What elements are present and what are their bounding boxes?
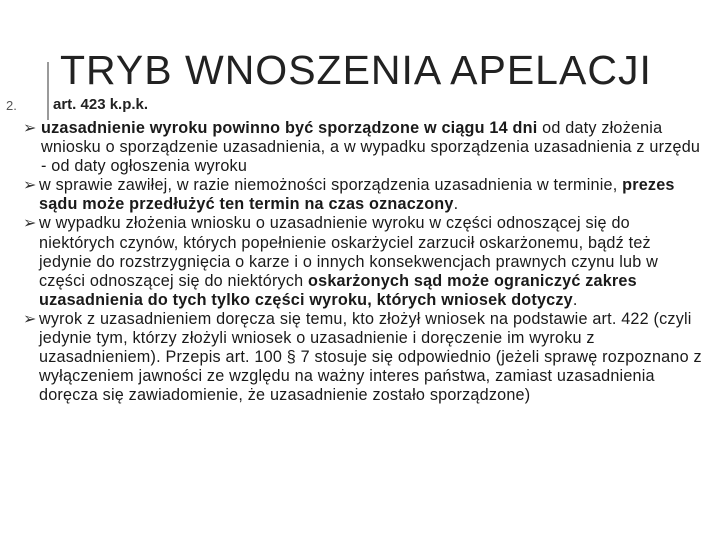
- article-reference: art. 423 k.p.k.: [53, 96, 149, 113]
- bullet-2-end: .: [453, 195, 459, 214]
- bullet-item-2: [23, 176, 705, 214]
- bullet-list: [23, 119, 705, 405]
- arrow-bullet-icon: ➢: [23, 120, 37, 137]
- arrow-bullet-icon: ➢: [23, 310, 37, 328]
- bullet-3-end: .: [572, 290, 578, 309]
- bullet-1-text: od daty złożenia wniosku o sporządzenie uzasadnienia, a w wypadku sporządzenia uzasadnienia z urzędu - od daty ogłoszenia wyroku: [41, 119, 701, 176]
- bullet-3-text: w wypadku złożenia wniosku o uzasadnienie wyroku w części odnoszącej się do niektórych czynów, których popełnienie oskarżyciel zarzucił oskarżonemu, bądź też jedynie do rozstrzygnięcia o karze i o innych konsekwencjach prawnych czynu lub w części odnoszącej się do niektórych: [39, 214, 659, 290]
- bullet-item-3: [23, 214, 705, 309]
- bullet-3-bold: oskarżonych sąd może ograniczyć zakres uzasadnienia do tych tylko części wyroku, których wniosek dotyczy: [39, 271, 637, 309]
- bullet-item-4: [23, 310, 705, 405]
- slide-title: TRYB WNOSZENIA APELACJI: [60, 47, 652, 93]
- bullet-2-bold: prezes sądu może przedłużyć ten termin na czas oznaczony: [39, 176, 675, 214]
- title-accent-bar: [47, 62, 49, 120]
- bullet-4-text: wyrok z uzasadnieniem doręcza się temu, kto złożył wniosek na podstawie art. 422 (czyli jedynie tym, którzy złożyli wniosek o uzasadnienie i doręczenie im wyroku z uzasadnieniem). Przepis art. 100 § 7 stosuje się odpowiednio (jeżeli sprawę rozpoznano z wyłączeniem jawności ze względu na ważny interes państwa, zamiast uzasadnienia doręcza się zawiadomienie, że uzasadnienie zostało sporządzone): [39, 309, 702, 405]
- arrow-bullet-icon: ➢: [23, 215, 37, 233]
- bullet-item-1: [23, 119, 705, 176]
- arrow-bullet-icon: ➢: [23, 177, 37, 195]
- bullet-1-bold: uzasadnienie wyroku powinno być sporządzone w ciągu 14 dni: [41, 119, 538, 137]
- slide-number: 2.: [6, 98, 17, 113]
- bullet-2-text: w sprawie zawiłej, w razie niemożności sporządzenia uzasadnienia w terminie,: [39, 176, 623, 195]
